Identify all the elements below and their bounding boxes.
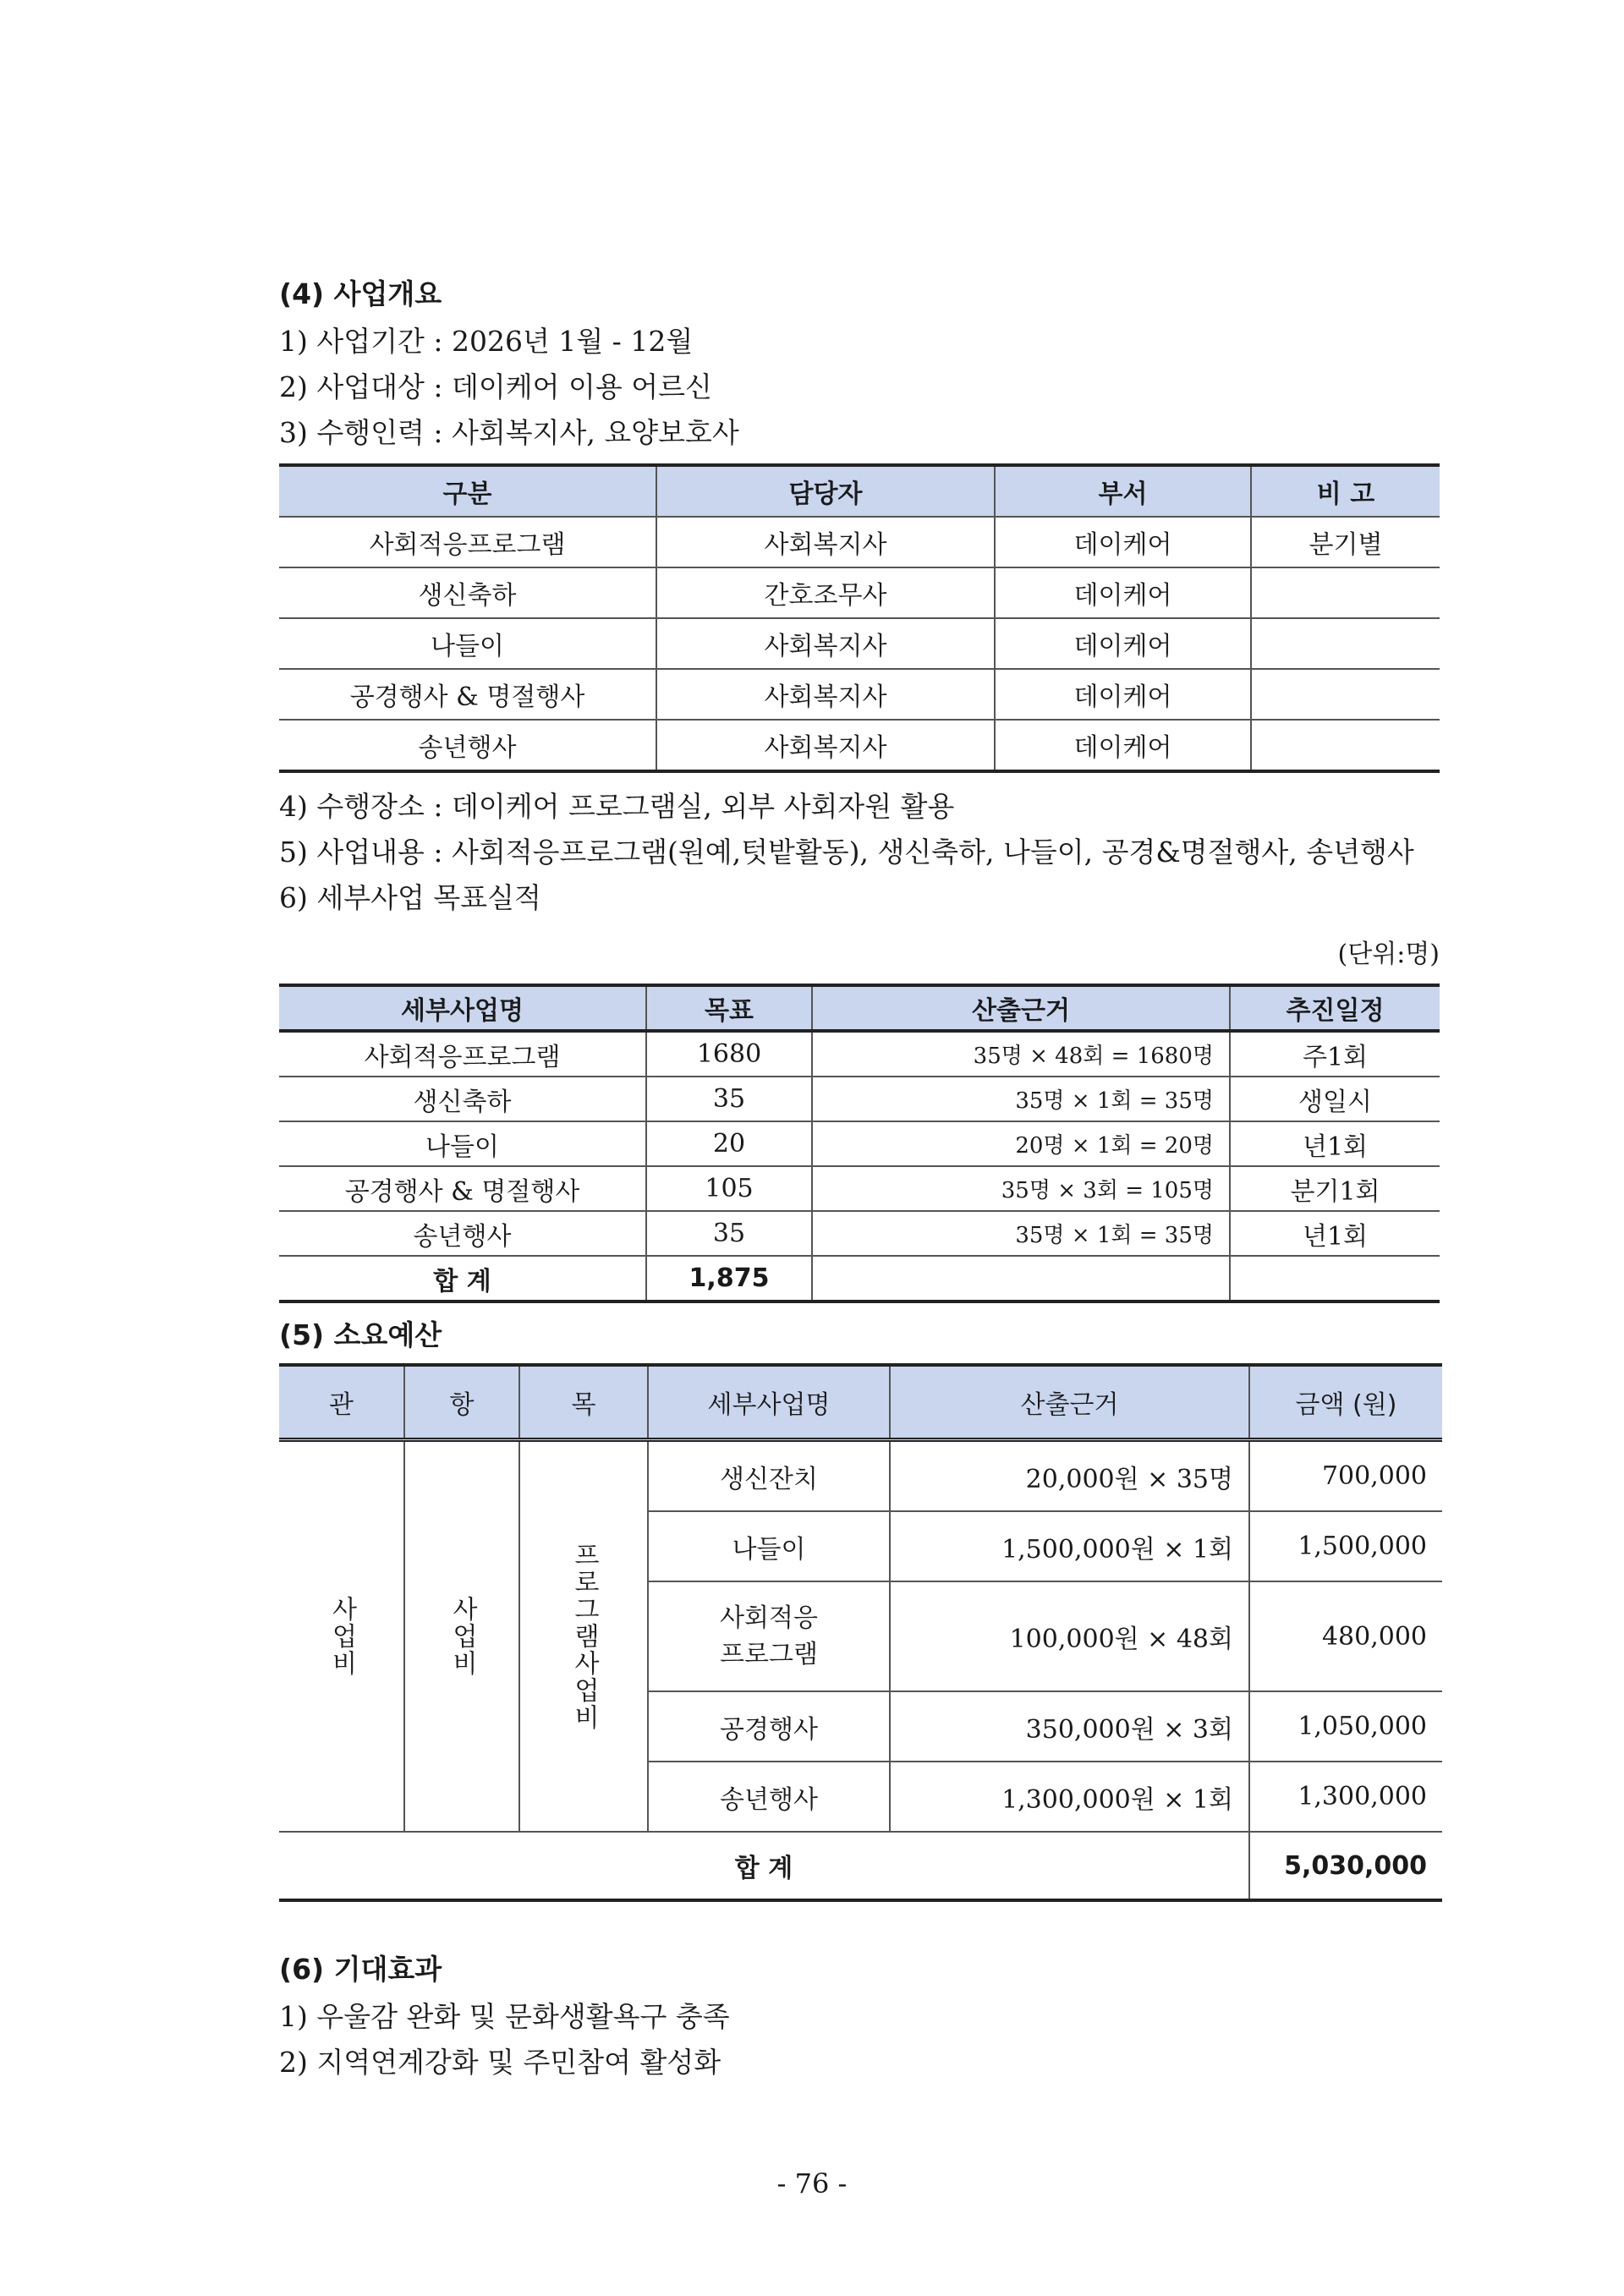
total-value: 1,875 bbox=[646, 1256, 812, 1301]
table-cell: 송년행사 bbox=[279, 1211, 646, 1256]
table-cell: 1,500,000 bbox=[1249, 1511, 1442, 1581]
column-header: 산출근거 bbox=[812, 985, 1230, 1031]
table-cell: 생신잔치 bbox=[648, 1440, 890, 1512]
mok-cell: 프로그램사업비 bbox=[519, 1440, 648, 1833]
column-header: 항 bbox=[404, 1365, 519, 1440]
table-cell: 35 bbox=[646, 1211, 812, 1256]
total-label: 합 계 bbox=[279, 1832, 1249, 1900]
table-cell bbox=[1251, 720, 1440, 771]
overview-item: 5) 사업내용 : 사회적응프로그램(원예,텃밭활동), 생신축하, 나들이, 공경&명절행사, 송년행사 bbox=[279, 836, 1414, 869]
table-cell: 1,300,000 bbox=[1249, 1762, 1442, 1832]
table-row bbox=[279, 1031, 1440, 1077]
column-header: 관 bbox=[279, 1365, 404, 1440]
gwan-cell: 사업비 bbox=[279, 1440, 404, 1833]
table-header-row bbox=[279, 1365, 1442, 1440]
table-row bbox=[279, 1166, 1440, 1211]
table-cell: 20명 × 1회 = 20명 bbox=[812, 1121, 1230, 1166]
table-cell: 20,000원 × 35명 bbox=[890, 1440, 1249, 1512]
table-cell: 나들이 bbox=[279, 618, 656, 669]
table-cell: 사회복지사 bbox=[656, 517, 995, 567]
table-cell: 20 bbox=[646, 1121, 812, 1166]
hang-cell: 사업비 bbox=[404, 1440, 519, 1833]
column-header: 금액 (원) bbox=[1249, 1365, 1442, 1440]
table-cell: 송년행사 bbox=[648, 1762, 890, 1832]
total-row bbox=[279, 1256, 1440, 1301]
table-cell bbox=[1251, 567, 1440, 618]
table-header-row bbox=[279, 985, 1440, 1031]
table-cell: 데이케어 bbox=[995, 517, 1251, 567]
effect-item: 2) 지역연계강화 및 주민참여 활성화 bbox=[279, 2046, 721, 2079]
table-cell: 700,000 bbox=[1249, 1440, 1442, 1512]
overview-item: 6) 세부사업 목표실적 bbox=[279, 881, 541, 914]
targets-table bbox=[279, 984, 1440, 1303]
table-cell: 생신축하 bbox=[279, 567, 656, 618]
total-amount: 5,030,000 bbox=[1249, 1832, 1442, 1900]
table-cell: 100,000원 × 48회 bbox=[890, 1581, 1249, 1691]
table-cell: 35명 × 3회 = 105명 bbox=[812, 1166, 1230, 1211]
total-row bbox=[279, 1832, 1442, 1900]
table-cell: 사회적응프로그램 bbox=[279, 1031, 646, 1077]
table-cell: 주1회 bbox=[1230, 1031, 1440, 1077]
table-cell: 공경행사 & 명절행사 bbox=[279, 1166, 646, 1211]
column-header: 비 고 bbox=[1251, 465, 1440, 517]
table-cell: 사회적응 프로그램 bbox=[648, 1581, 890, 1691]
table-row bbox=[279, 567, 1440, 618]
table-row bbox=[279, 669, 1440, 720]
page-number: - 76 - bbox=[776, 2167, 848, 2200]
table-cell: 나들이 bbox=[648, 1511, 890, 1581]
table-row bbox=[279, 517, 1440, 567]
table-cell bbox=[1251, 669, 1440, 720]
column-header: 산출근거 bbox=[890, 1365, 1249, 1440]
column-header: 구분 bbox=[279, 465, 656, 517]
effect-item: 1) 우울감 완화 및 문화생활욕구 충족 bbox=[279, 2000, 730, 2033]
table-cell bbox=[1251, 618, 1440, 669]
overview-item: 3) 수행인력 : 사회복지사, 요양보호사 bbox=[279, 416, 739, 449]
table-cell: 생신축하 bbox=[279, 1077, 646, 1121]
table-cell: 사회복지사 bbox=[656, 669, 995, 720]
table-cell: 송년행사 bbox=[279, 720, 656, 771]
unit-label: (단위:명) bbox=[1337, 940, 1440, 969]
table-row bbox=[279, 1121, 1440, 1166]
table-cell: 분기별 bbox=[1251, 517, 1440, 567]
table-cell: 사회적응프로그램 bbox=[279, 517, 656, 567]
budget-table bbox=[279, 1363, 1442, 1902]
staff-table bbox=[279, 463, 1440, 773]
table-cell: 1,050,000 bbox=[1249, 1691, 1442, 1762]
table-header-row bbox=[279, 465, 1440, 517]
table-cell: 분기1회 bbox=[1230, 1166, 1440, 1211]
column-header: 세부사업명 bbox=[648, 1365, 890, 1440]
table-cell: 데이케어 bbox=[995, 567, 1251, 618]
table-row bbox=[279, 1440, 1442, 1512]
table-cell: 생일시 bbox=[1230, 1077, 1440, 1121]
table-row bbox=[279, 1211, 1440, 1256]
table-cell bbox=[1230, 1256, 1440, 1301]
column-header: 담당자 bbox=[656, 465, 995, 517]
column-header: 부서 bbox=[995, 465, 1251, 517]
table-cell bbox=[812, 1256, 1230, 1301]
column-header: 세부사업명 bbox=[279, 985, 646, 1031]
table-cell: 데이케어 bbox=[995, 669, 1251, 720]
table-row bbox=[279, 618, 1440, 669]
table-cell: 년1회 bbox=[1230, 1211, 1440, 1256]
table-cell: 105 bbox=[646, 1166, 812, 1211]
overview-item: 4) 수행장소 : 데이케어 프로그램실, 외부 사회자원 활용 bbox=[279, 790, 955, 823]
column-header: 추진일정 bbox=[1230, 985, 1440, 1031]
table-cell: 1,500,000원 × 1회 bbox=[890, 1511, 1249, 1581]
table-cell: 35명 × 1회 = 35명 bbox=[812, 1211, 1230, 1256]
table-cell: 1,300,000원 × 1회 bbox=[890, 1762, 1249, 1832]
overview-item: 1) 사업기간 : 2026년 1월 - 12월 bbox=[279, 325, 694, 358]
table-cell: 350,000원 × 3회 bbox=[890, 1691, 1249, 1762]
table-cell: 사회복지사 bbox=[656, 618, 995, 669]
table-cell: 나들이 bbox=[279, 1121, 646, 1166]
table-cell: 480,000 bbox=[1249, 1581, 1442, 1691]
table-row bbox=[279, 720, 1440, 771]
column-header: 목 bbox=[519, 1365, 648, 1440]
overview-item: 2) 사업대상 : 데이케어 이용 어르신 bbox=[279, 370, 712, 403]
section5-heading: (5) 소요예산 bbox=[279, 1318, 442, 1351]
table-cell: 35 bbox=[646, 1077, 812, 1121]
table-cell: 사회복지사 bbox=[656, 720, 995, 771]
table-cell: 공경행사 bbox=[648, 1691, 890, 1762]
table-cell: 공경행사 & 명절행사 bbox=[279, 669, 656, 720]
table-cell: 데이케어 bbox=[995, 720, 1251, 771]
table-cell: 1680 bbox=[646, 1031, 812, 1077]
table-row bbox=[279, 1077, 1440, 1121]
table-cell: 35명 × 1회 = 35명 bbox=[812, 1077, 1230, 1121]
section6-heading: (6) 기대효과 bbox=[279, 1953, 442, 1986]
total-label: 합 계 bbox=[279, 1256, 646, 1301]
table-cell: 년1회 bbox=[1230, 1121, 1440, 1166]
table-cell: 간호조무사 bbox=[656, 567, 995, 618]
table-cell: 35명 × 48회 = 1680명 bbox=[812, 1031, 1230, 1077]
column-header: 목표 bbox=[646, 985, 812, 1031]
table-cell: 데이케어 bbox=[995, 618, 1251, 669]
section4-heading: (4) 사업개요 bbox=[279, 277, 442, 310]
